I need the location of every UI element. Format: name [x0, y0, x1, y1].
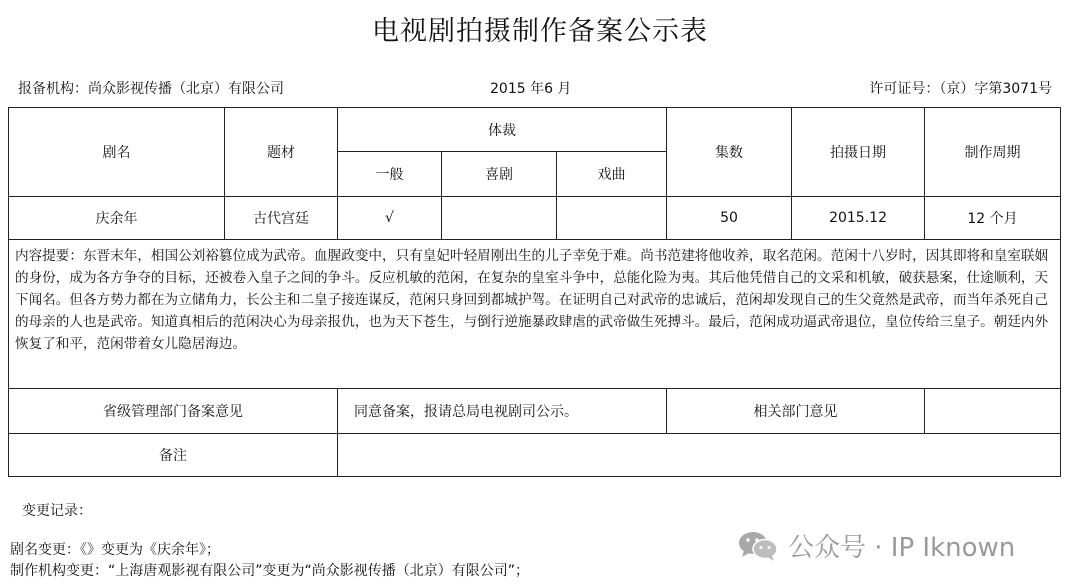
header-genre-general: 一般	[338, 152, 442, 197]
header-production-period: 制作周期	[925, 108, 1061, 197]
cell-subject: 古代宫廷	[225, 197, 338, 240]
header-row-1	[9, 108, 1061, 152]
cell-production-period: 12 个月	[925, 197, 1061, 240]
header-subject: 题材	[225, 108, 338, 197]
change-record-item: 制作机构变更：“上海唐观影视有限公司”变更为“尚众影视传播（北京）有限公司”；	[10, 563, 530, 579]
reporting-org: 报备机构：尚众影视传播（北京）有限公司	[18, 81, 284, 97]
header-shoot-date: 拍摄日期	[792, 108, 925, 197]
header-genre-comedy: 喜剧	[442, 152, 557, 197]
synopsis-row	[9, 240, 1061, 389]
license-number: 许可证号：（京）字第3071号	[869, 81, 1052, 97]
remarks-row	[9, 434, 1061, 477]
provincial-label: 省级管理部门备案意见	[9, 389, 338, 434]
cell-opera	[557, 197, 667, 240]
cell-general-check: √	[338, 197, 442, 240]
cell-episodes: 50	[667, 197, 792, 240]
opinion-row	[9, 389, 1061, 434]
table-row	[9, 197, 1061, 240]
remarks-label: 备注	[9, 434, 338, 477]
remarks-value	[338, 434, 1061, 477]
related-label: 相关部门意见	[667, 389, 925, 434]
provincial-opinion: 同意备案，报请总局电视剧司公示。	[338, 389, 667, 434]
report-date: 2015 年6 月	[490, 81, 572, 97]
synopsis-text: 内容提要：东晋末年，相国公刘裕篡位成为武帝。血腥政变中，只有皇妃叶轻眉刚出生的儿子幸免于难。尚书范建将他收养，取名范闲。范闲十八岁时，因其即将和皇室联姻的身份，成为各方争夺的目标，还被卷入皇子之间的争斗。反应机敏的范闲，在复杂的皇室斗争中，总能化险为夷。其后他凭借自己的文采和机敏，破获悬案，仕途顺利，天下闻名。但各方势力都在为立储角力，长公主和二皇子接连谋反，范闲只身回到都城护驾。在证明自己对武帝的忠诚后，范闲却发现自己的生父竟然是武帝，而当年杀死自己的母亲的人也是武帝。知道真相后的范闲决心为母亲报仇，也为天下苍生，与倒行逆施暴政肆虐的武帝做生死搏斗。最后，范闲成功逼武帝退位，皇位传给三皇子。朝廷内外恢复了和平，范闲带着女儿隐居海边。	[9, 240, 1061, 389]
change-record-item: 剧名变更：《》变更为《庆余年》；	[10, 542, 220, 558]
header-genre-opera: 戏曲	[557, 152, 667, 197]
header-episodes: 集数	[667, 108, 792, 197]
cell-shoot-date: 2015.12	[792, 197, 925, 240]
cell-title: 庆余年	[9, 197, 225, 240]
filing-table	[8, 107, 1061, 477]
watermark	[738, 527, 1015, 564]
header-title: 剧名	[9, 108, 225, 197]
page-title: 电视剧拍摄制作备案公示表	[372, 16, 708, 47]
change-record-title: 变更记录：	[22, 503, 92, 519]
watermark-text: 公众号 · IP Iknown	[788, 533, 1016, 563]
related-opinion	[925, 389, 1061, 434]
cell-comedy	[442, 197, 557, 240]
wechat-icon	[738, 530, 778, 562]
header-genre: 体裁	[338, 108, 667, 152]
